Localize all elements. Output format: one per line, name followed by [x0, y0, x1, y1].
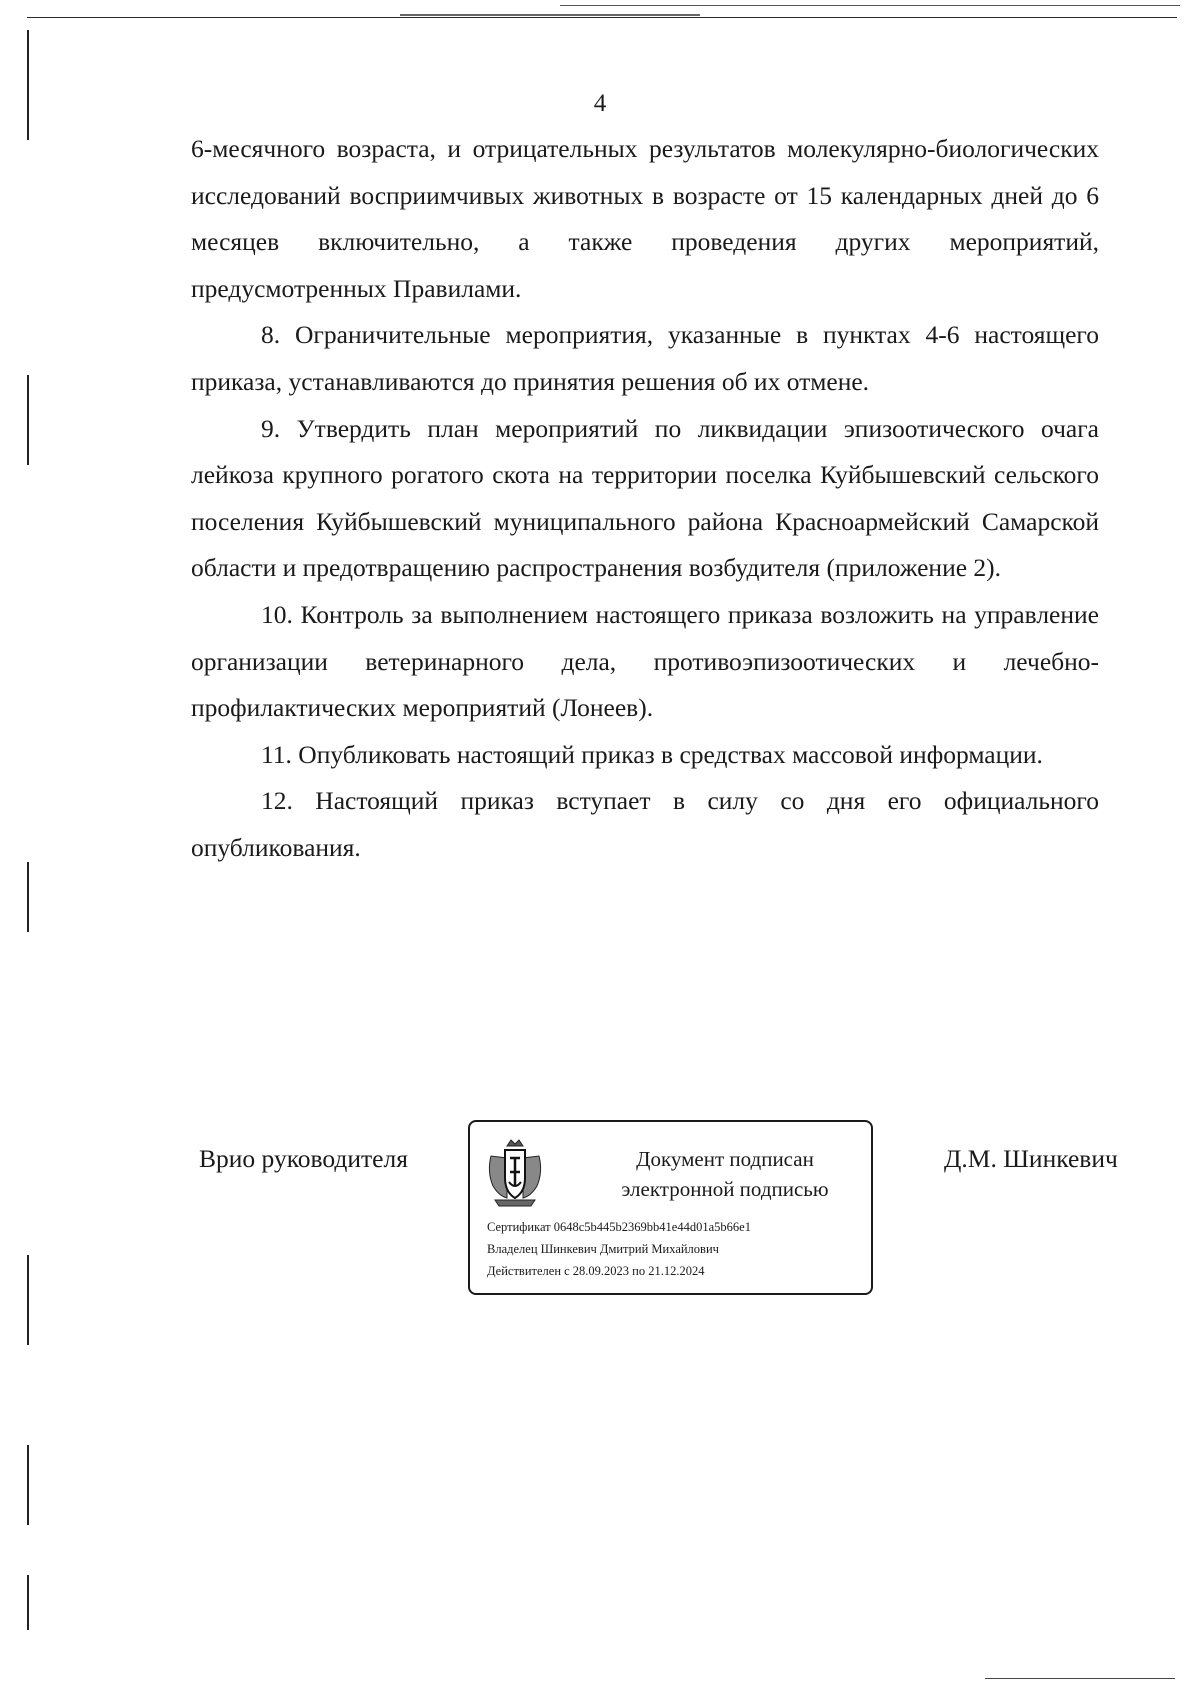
scan-border-bottom	[985, 1678, 1175, 1679]
scan-edge-left	[27, 1255, 29, 1345]
document-body	[191, 126, 1099, 872]
certificate-owner: Владелец Шинкевич Дмитрий Михайлович	[487, 1242, 719, 1256]
certificate-number: Сертификат 0648c5b445b2369bb41e44d01a5b66e1	[487, 1220, 751, 1234]
paragraph-item-12: 12. Настоящий приказ вступает в силу со дня его официального опубликования.	[191, 786, 1099, 862]
scan-edge-left	[27, 375, 29, 465]
paragraph-item-10: 10. Контроль за выполнением настоящего приказа возложить на управление организации ветеринарного дела, противоэпизоотических и лечебно-профилактических мероприятий (Лонеев).	[191, 599, 1099, 723]
coat-of-arms-icon	[485, 1138, 545, 1208]
scan-edge-left	[27, 862, 29, 932]
paragraph-item-8: 8. Ограничительные мероприятия, указанные в пунктах 4-6 настоящего приказа, устанавливаются до принятия решения об их отмене.	[191, 320, 1099, 396]
stamp-details	[487, 1216, 751, 1282]
paragraph-item-9: 9. Утвердить план мероприятий по ликвидации эпизоотического очага лейкоза крупного рогатого скота на территории поселка Куйбышевский сельского поселения Куйбышевский муниципального района Красноармейский Самарской области и предотвращению распространения возбудителя (приложение 2).	[191, 413, 1099, 583]
signatory-name: Д.М. Шинкевич	[944, 1144, 1118, 1173]
scan-edge-left	[27, 1575, 29, 1630]
page-number: 4	[593, 90, 607, 117]
scan-edge-left	[27, 30, 29, 140]
stamp-heading	[590, 1144, 860, 1204]
scan-border-top	[27, 17, 1177, 18]
scan-edge-left	[27, 1445, 29, 1525]
paragraph-item-11: 11. Опубликовать настоящий приказ в средствах массовой информации.	[261, 739, 1043, 769]
scan-border-top-secondary	[560, 5, 1180, 6]
stamp-heading-line: электронной подписью	[621, 1177, 829, 1201]
signatory-title: Врио руководителя	[199, 1144, 408, 1173]
stamp-heading-line: Документ подписан	[636, 1147, 814, 1171]
scan-border-top-smudge	[400, 14, 700, 16]
certificate-validity: Действителен с 28.09.2023 по 21.12.2024	[487, 1264, 705, 1278]
electronic-signature-stamp	[468, 1120, 873, 1295]
paragraph-continuation: 6-месячного возраста, и отрицательных результатов молекулярно-биологических исследований восприимчивых животных в возрасте от 15 календарных дней до 6 месяцев включительно, а также проведения других мероприятий, предусмотренных Правилами.	[191, 134, 1099, 303]
